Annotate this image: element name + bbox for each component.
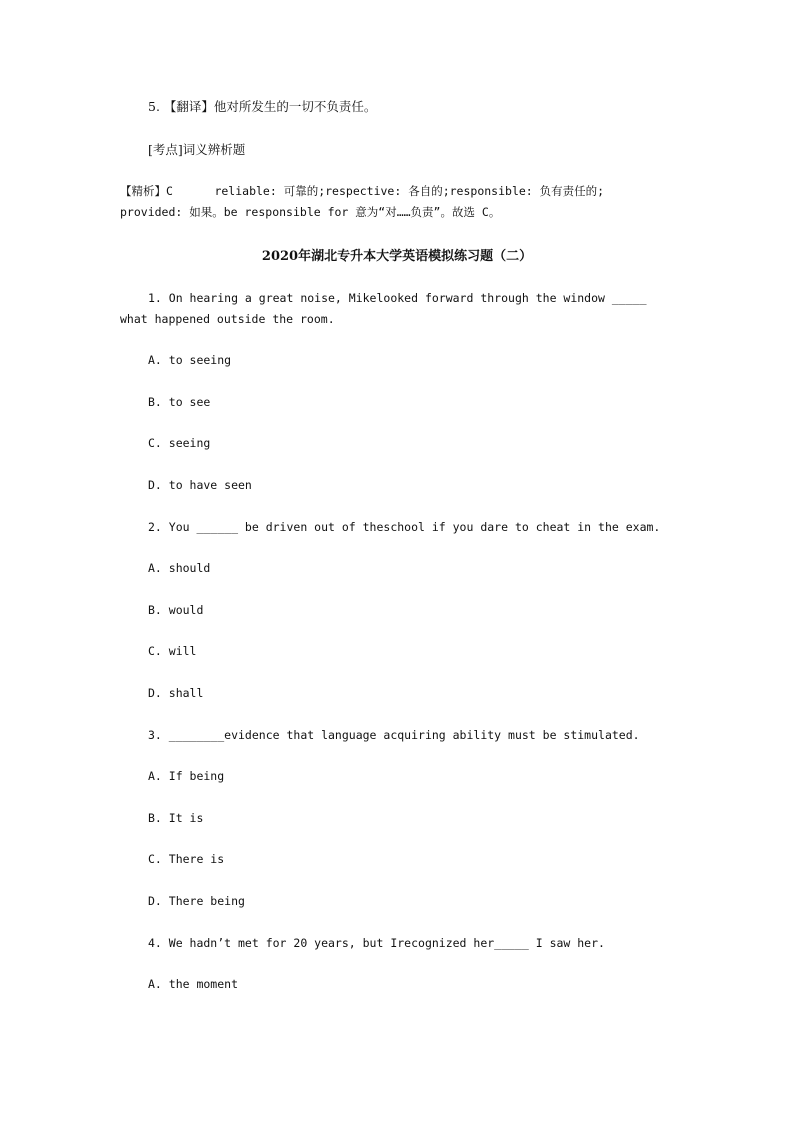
q4-option-a: A. the moment: [148, 977, 239, 991]
q3-option-c: C. There is: [148, 852, 225, 866]
section-title: 2020年湖北专升本大学英语模拟练习题（二）: [261, 249, 533, 264]
kaodian-line: [考点]词义辨析题: [148, 142, 246, 157]
q4-stem: 4. We hadn’t met for 20 years, but Irecognized her_____ I saw her.: [148, 936, 605, 950]
q2-option-d: D. shall: [148, 686, 204, 700]
q3-option-d: D. There being: [148, 894, 245, 908]
q1-option-b: B. to see: [148, 395, 211, 409]
q1-option-d: D. to have seen: [148, 478, 252, 492]
q1-stem-line-1: 1. On hearing a great noise, Mikelooked forward through the window _____: [148, 291, 647, 305]
q1-stem-line-2: what happened outside the room.: [120, 312, 335, 326]
q1-option-a: A. to seeing: [148, 353, 232, 367]
q3-stem: 3. ________evidence that language acquiring ability must be stimulated.: [148, 728, 640, 742]
translation-line: 5. 【翻译】他对所发生的一切不负责任。: [148, 99, 377, 114]
q2-option-a: A. should: [148, 561, 211, 575]
q3-option-a: A. If being: [148, 769, 225, 783]
q2-option-c: C. will: [148, 644, 197, 658]
q2-option-b: B. would: [148, 603, 204, 617]
q2-stem: 2. You ______ be driven out of theschool if you dare to cheat in the exam.: [148, 520, 661, 534]
jingxi-line-2: provided: 如果。be responsible for 意为“对……负责”。故选 C。: [120, 205, 501, 219]
q3-option-b: B. It is: [148, 811, 204, 825]
jingxi-line-1: 【精析】C reliable: 可靠的;respective: 各自的;responsible: 负有责任的;: [120, 184, 605, 198]
q1-option-c: C. seeing: [148, 436, 211, 450]
